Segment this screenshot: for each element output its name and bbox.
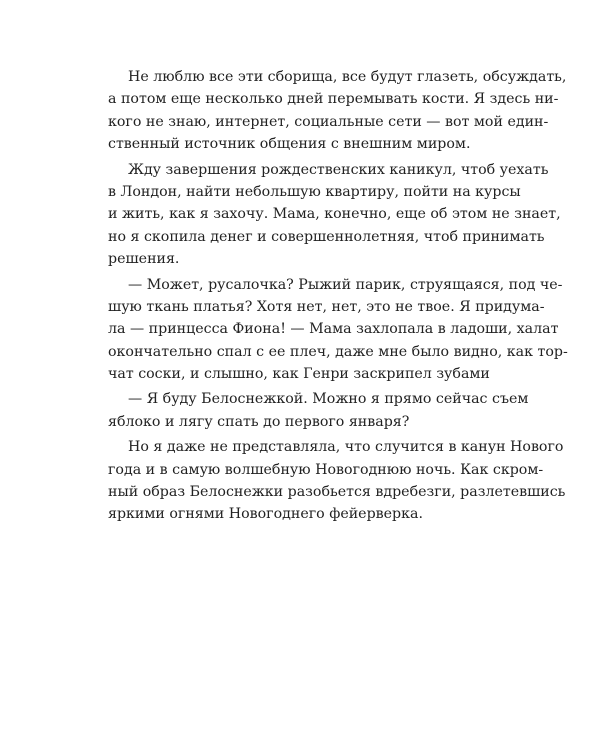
text-line: и жить, как я захочу. Мама, конечно, еще об этом не знает,	[108, 206, 561, 223]
text-line: шую ткань платья? Хотя нет, нет, это не твое. Я придума-	[108, 298, 545, 315]
body-text	[108, 66, 568, 526]
paragraph	[108, 388, 529, 433]
text-line: — Может, русалочка? Рыжий парик, струящаяся, под че-	[128, 276, 563, 293]
paragraph	[108, 274, 568, 386]
text-line: Жду завершения рождественских каникул, чтоб уехать	[128, 161, 549, 178]
text-line: яблоко и лягу спать до первого января?	[108, 413, 410, 430]
text-line: окончательно спал с ее плеч, даже мне было видно, как тор-	[108, 343, 568, 360]
text-line: ла — принцесса Фиона! — Мама захлопала в ладоши, халат	[108, 321, 559, 338]
text-line: но я скопила денег и совершеннолетняя, чтоб принимать	[108, 228, 545, 245]
text-line: в Лондон, найти небольшую квартиру, пойти на курсы	[108, 183, 521, 200]
text-line: кого не знаю, интернет, социальные сети — вот мой един-	[108, 113, 549, 130]
text-line: чат соски, и слышно, как Генри заскрипел зубами	[108, 366, 490, 383]
text-line: Не люблю все эти сборища, все будут глазеть, обсуждать,	[128, 69, 567, 85]
text-line: а потом еще несколько дней перемывать кости. Я здесь ни-	[108, 91, 559, 108]
text-line: решения.	[108, 251, 180, 268]
paragraph	[108, 436, 566, 526]
text-line: года и в самую волшебную Новогоднюю ночь. Как скром-	[108, 461, 544, 478]
text-line: ственный источник общения с внешним миром.	[108, 136, 471, 153]
paragraph	[108, 159, 561, 271]
text-line: ный образ Белоснежки разобьется вдребезги, разлетевшись	[108, 484, 566, 501]
paragraph	[108, 66, 567, 156]
text-line: яркими огнями Новогоднего фейерверка.	[108, 506, 423, 523]
text-line: Но я даже не представляла, что случится в канун Нового	[128, 439, 564, 456]
text-line: — Я буду Белоснежкой. Можно я прямо сейчас съем	[128, 391, 529, 408]
